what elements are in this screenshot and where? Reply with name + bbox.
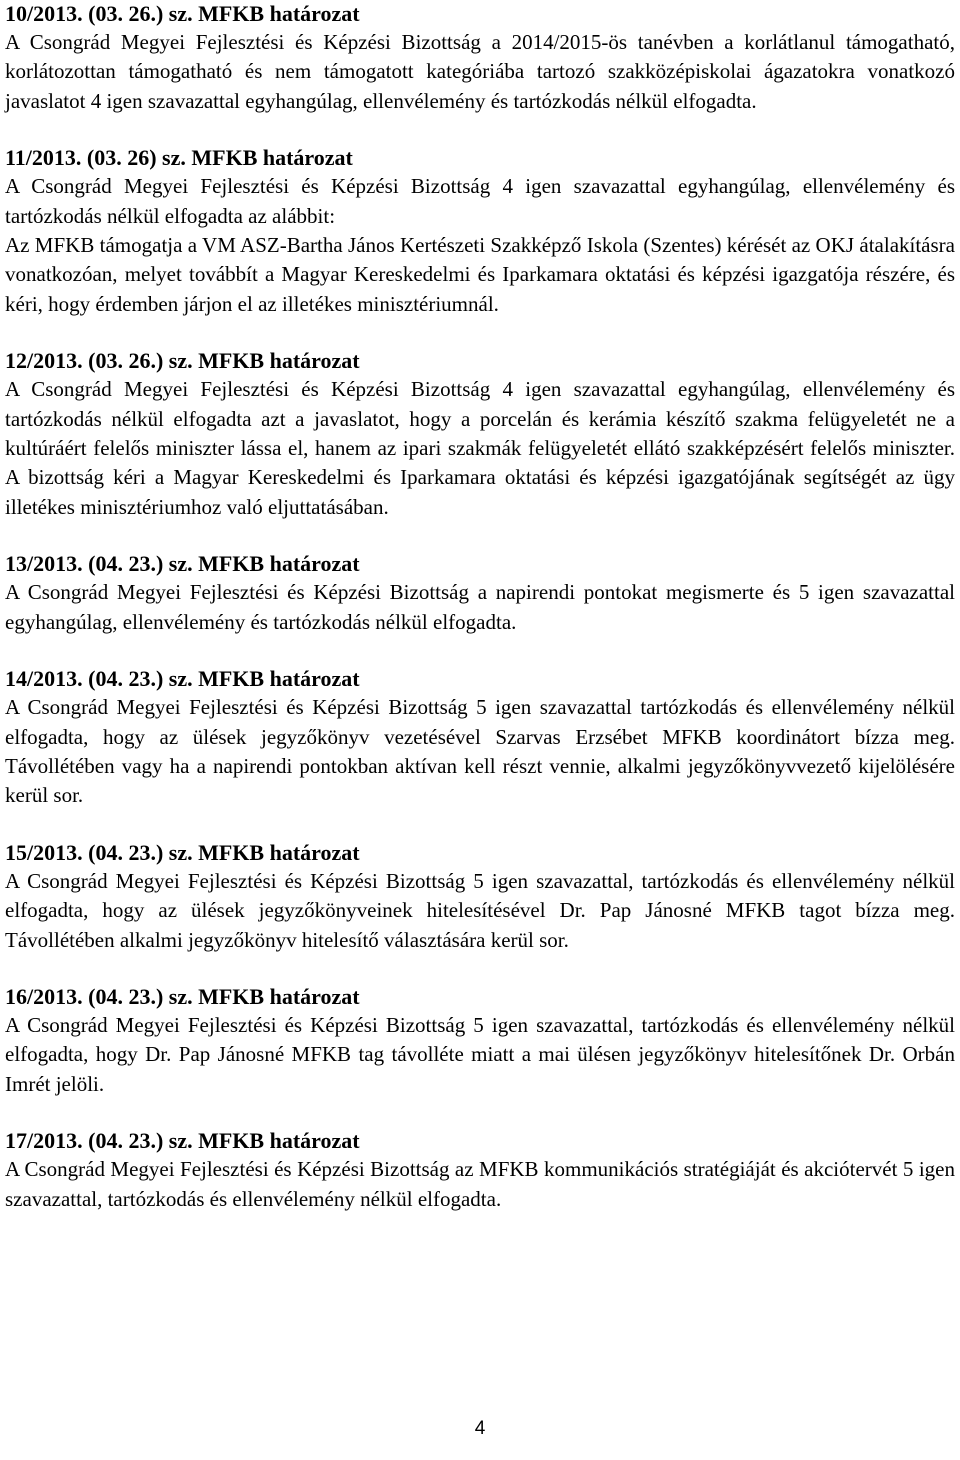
- resolution-text: Az MFKB támogatja a VM ASZ-Bartha János Kertészeti Szakképző Iskola (Szentes) kérését az OKJ átalakításra vonatkozóan, melyet továbbít a Magyar Kereskedelmi és Iparkamara oktatási és képzési igazgatója részére, és kéri, hogy érdemben járjon el az illetékes minisztériumnál.: [5, 233, 955, 316]
- resolution-13: [5, 550, 955, 637]
- resolution-title: 14/2013. (04. 23.) sz. MFKB határozat: [5, 666, 360, 692]
- resolution-title: 13/2013. (04. 23.) sz. MFKB határozat: [5, 551, 360, 577]
- resolution-15: [5, 839, 955, 955]
- resolution-title: 11/2013. (03. 26) sz. MFKB határozat: [5, 145, 353, 171]
- page-number: 4: [474, 1418, 486, 1439]
- resolution-title: 10/2013. (03. 26.) sz. MFKB határozat: [5, 1, 360, 26]
- resolution-text: A Csongrád Megyei Fejlesztési és Képzési Bizottság 5 igen szavazattal, tartózkodás és ellenvélemény nélkül elfogadta, hogy az ülések jegyzőkönyveinek hitelesítésével Dr. Pap Jánosné MFKB tagot bízza meg. Távollétében alkalmi jegyzőkönyv hitelesítő választására kerül sor.: [5, 868, 955, 952]
- resolution-title: 17/2013. (04. 23.) sz. MFKB határozat: [5, 1128, 360, 1154]
- resolution-17: [5, 1127, 955, 1214]
- resolution-14: [5, 665, 955, 811]
- resolution-text: A Csongrád Megyei Fejlesztési és Képzési Bizottság 5 igen szavazattal tartózkodás és ellenvélemény nélkül elfogadta, hogy az ülések jegyzőkönyv vezetésével Szarvas Erzsébet MFKB koordinátort bízza meg. Távollétében vagy ha a napirendi pontokban aktívan kell részt vennie, alkalmi jegyzőkönyvvezető kijelölésére kerül sor.: [5, 695, 955, 808]
- resolution-10: [5, 0, 955, 116]
- resolution-text: A Csongrád Megyei Fejlesztési és Képzési Bizottság 5 igen szavazattal, tartózkodás és ellenvélemény nélkül elfogadta, hogy Dr. Pap Jánosné MFKB tag távolléte miatt a mai ülésen jegyzőkönyv hitelesítőnek Dr. Orbán Imrét jelöli.: [5, 1012, 955, 1096]
- resolution-16: [5, 983, 955, 1099]
- resolution-text: A Csongrád Megyei Fejlesztési és Képzési Bizottság 4 igen szavazattal egyhangúlag, ellenvélemény és tartózkodás nélkül elfogadta azt a javaslatot, hogy a porcelán és kerámia készítő szakma felügyeletét ne a kultúráért felelős miniszter lássa el, hanem az ipari szakmák felügyeletét ellátó szakképzésért felelős miniszter. A bizottság kéri a Magyar Kereskedelmi és Iparkamara oktatási és képzési igazgatójának segítségét az ügy illetékes minisztériumhoz való eljuttatásában.: [5, 377, 955, 519]
- resolution-text: A Csongrád Megyei Fejlesztési és Képzési Bizottság a 2014/2015-ös tanévben a korlátlanul támogatható, korlátozottan támogatható és nem támogatott kategóriába tartozó szakközépiskolai ágazatokra vonatkozó javaslatot 4 igen szavazattal egyhangúlag, ellenvélemény és tartózkodás nélkül elfogadta.: [5, 30, 955, 113]
- resolution-12: [5, 347, 955, 522]
- resolution-title: 16/2013. (04. 23.) sz. MFKB határozat: [5, 983, 360, 1009]
- document-page: [5, 0, 955, 1242]
- resolution-title: 12/2013. (03. 26.) sz. MFKB határozat: [5, 348, 360, 374]
- resolution-title: 15/2013. (04. 23.) sz. MFKB határozat: [5, 839, 360, 865]
- resolution-text: A Csongrád Megyei Fejlesztési és Képzési Bizottság 4 igen szavazattal egyhangúlag, ellenvélemény és tartózkodás nélkül elfogadta az alábbit:: [5, 174, 955, 228]
- resolution-text: A Csongrád Megyei Fejlesztési és Képzési Bizottság az MFKB kommunikációs stratégiáját és akciótervét 5 igen szavazattal, tartózkodás és ellenvélemény nélkül elfogadta.: [5, 1157, 955, 1211]
- resolution-text: A Csongrád Megyei Fejlesztési és Képzési Bizottság a napirendi pontokat megismerte és 5 igen szavazattal egyhangúlag, ellenvélemény és tartózkodás nélkül elfogadta.: [5, 580, 955, 634]
- resolution-11: [5, 144, 955, 319]
